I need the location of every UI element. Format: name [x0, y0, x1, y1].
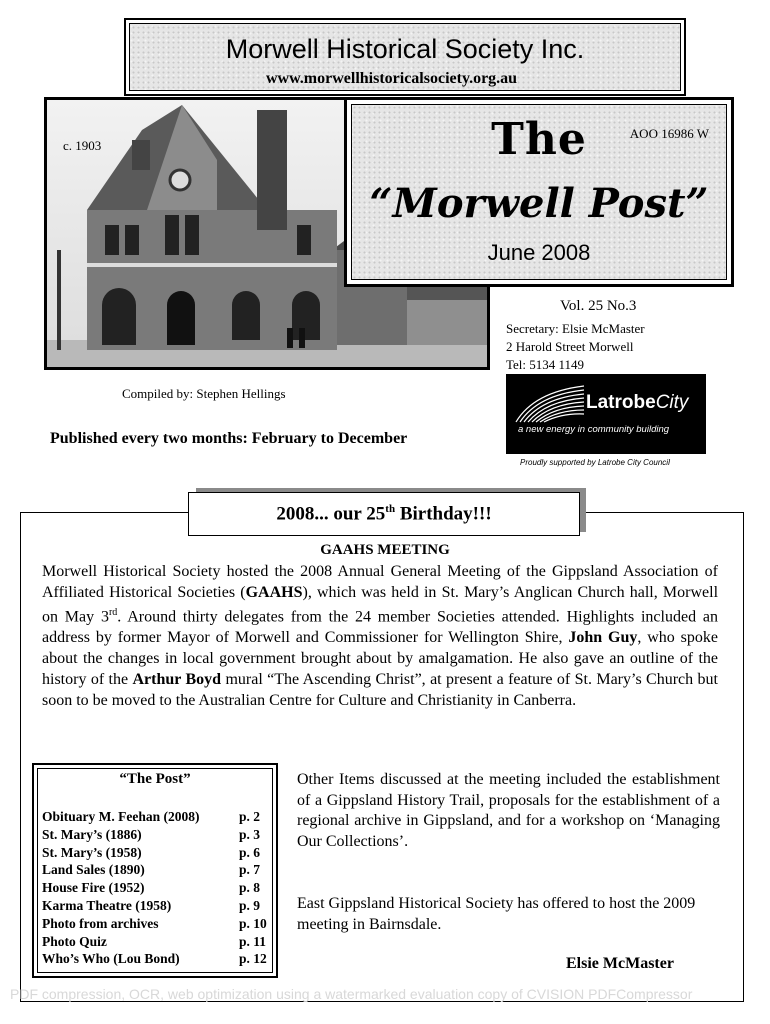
registration-number: AOO 16986 W	[629, 126, 709, 141]
masthead-the: The	[491, 114, 587, 165]
meeting-heading: GAAHS MEETING	[320, 542, 450, 558]
contents-item: Obituary M. Feehan (2008) p. 2	[42, 809, 261, 824]
photo-date-caption: c. 1903	[63, 138, 102, 153]
sponsor-credit: Proudly supported by Latrobe City Council	[520, 458, 670, 467]
contents-item: Who’s Who (Lou Bond) p. 12	[42, 951, 267, 967]
logo-mark-icon	[514, 382, 592, 424]
secretary-phone: Tel: 5134 1149	[506, 357, 585, 372]
logo-wordmark: LatrobeCity	[586, 392, 689, 413]
publication-schedule: Published every two months: February to December	[50, 430, 408, 447]
contents-item: St. Mary’s (1886) p. 3	[42, 826, 261, 842]
logo-tagline: a new energy in community building	[518, 424, 670, 435]
contents-item: Photo Quiz p. 11	[42, 933, 267, 949]
secretary-address: 2 Harold Street Morwell	[506, 339, 634, 354]
contents-list	[42, 809, 270, 969]
issue-date: June 2008	[487, 240, 591, 265]
newsletter-name: “Morwell Post”	[369, 180, 709, 227]
masthead	[344, 97, 734, 287]
contents-title: “The Post”	[119, 771, 191, 787]
evaluation-watermark: PDF compression, OCR, web optimization using a watermarked evaluation copy of CVISION PDFCompressor	[10, 986, 693, 1002]
compiled-by: Compiled by: Stephen Hellings	[122, 386, 286, 401]
east-gippsland-paragraph: East Gippsland Historical Society has offered to host the 2009 meeting in Bairnsdale.	[297, 895, 696, 933]
contents-box	[32, 763, 278, 978]
latrobe-city-logo	[506, 374, 706, 454]
secretary-details	[506, 320, 645, 374]
headline-text: 2008... our 25th Birthday!!!	[276, 503, 492, 525]
author-signature: Elsie McMaster	[566, 955, 674, 972]
contents-item: Photo from archives p. 10	[42, 915, 267, 931]
meeting-paragraph: Morwell Historical Society hosted the 2008 Annual General Meeting of the Gippsland Association of Affiliated Historical Societies (GAAHS), which was held in St. Mary’s Anglican Church hall, Morwell on May 3rd. Around thirty delegates from the 24 member Societies attended. Highlights included an address by former Mayor of Morwell and Commissioner for Wellington Shire, John Guy, who spoke about the changes in local government brought about by amalgamation. He also gave an outline of the history of the Arthur Boyd mural “The Ascending Christ”, at present a feature of St. Mary’s Church but soon to be moved to the Australian Centre for Culture and Christianity in Canberra.	[42, 563, 719, 709]
other-items-paragraph: Other Items discussed at the meeting included the establishment of a Gippsland History Trail, proposals for the establishment of a regional archive in Gippsland, and for a workshop on ‘Managing Our Collections’.	[297, 771, 720, 850]
secretary-name: Secretary: Elsie McMaster	[506, 321, 645, 336]
contents-item: Land Sales (1890) p. 7	[42, 862, 261, 878]
contents-item: House Fire (1952) p. 8	[42, 880, 261, 896]
contents-item: St. Mary’s (1958) p. 6	[42, 844, 261, 860]
birthday-headline	[188, 492, 580, 536]
society-website: www.morwellhistoricalsociety.org.au	[266, 70, 518, 87]
volume-number: Vol. 25 No.3	[560, 298, 637, 314]
society-name: Morwell Historical Society Inc.	[225, 34, 585, 64]
contents-item: Karma Theatre (1958) p. 9	[42, 897, 261, 913]
title-banner	[124, 18, 686, 96]
